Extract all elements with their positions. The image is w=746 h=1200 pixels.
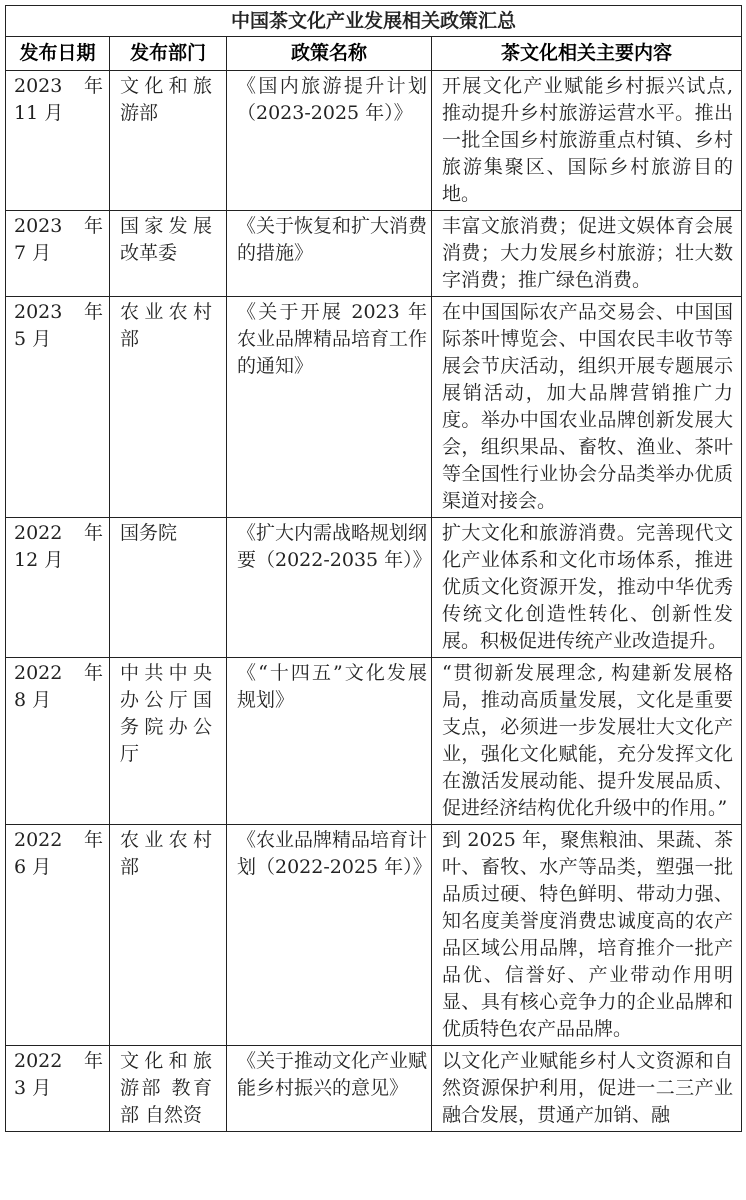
table-header-row <box>6 37 742 71</box>
cell-department: 国家发展改革委 <box>110 211 227 297</box>
cell-content: 以文化产业赋能乡村人文资源和自然资源保护利用，促进一二三产业融合发展，贯通产加销、融 <box>432 1046 742 1132</box>
cell-content: 丰富文旅消费；促进文娱体育会展消费；大力发展乡村旅游；壮大数字消费；推广绿色消费。 <box>432 211 742 297</box>
header-date: 发布日期 <box>6 37 110 71</box>
cell-date: 2023 年 5 月 <box>6 297 110 518</box>
cell-policy: 《“十四五”文化发展规划》 <box>227 658 432 825</box>
cell-policy: 《国内旅游提升计划（2023-2025 年）》 <box>227 71 432 211</box>
cell-policy: 《农业品牌精品培育计划（2022-2025 年）》 <box>227 825 432 1046</box>
table-row <box>6 297 742 518</box>
cell-content: 在中国国际农产品交易会、中国国际茶叶博览会、中国农民丰收节等展会节庆活动，组织开展专题展示展销活动，加大品牌营销推广力度。举办中国农业品牌创新发展大会，组织果品、畜牧、渔业、茶叶等全国性行业协会分品类举办优质渠道对接会。 <box>432 297 742 518</box>
table-title-row <box>6 6 742 37</box>
cell-date: 2023 年 7 月 <box>6 211 110 297</box>
cell-department: 文化和旅游部 <box>110 71 227 211</box>
table-row <box>6 518 742 658</box>
cell-policy: 《关于开展 2023 年农业品牌精品培育工作的通知》 <box>227 297 432 518</box>
table-title: 中国茶文化产业发展相关政策汇总 <box>6 6 742 37</box>
cell-department: 国务院 <box>110 518 227 658</box>
table-row <box>6 1046 742 1132</box>
table-row <box>6 71 742 211</box>
policy-table-container <box>5 5 741 1132</box>
cell-content: “贯彻新发展理念, 构建新发展格局，推动高质量发展，文化是重要支点，必须进一步发展壮大文化产业，强化文化赋能，充分发挥文化在激活发展动能、提升发展品质、促进经济结构优化升级中的作用。” <box>432 658 742 825</box>
table-row <box>6 211 742 297</box>
cell-date: 2022 年 6 月 <box>6 825 110 1046</box>
cell-date: 2022 年 8 月 <box>6 658 110 825</box>
cell-policy: 《关于推动文化产业赋能乡村振兴的意见》 <box>227 1046 432 1132</box>
cell-date: 2022 年 3 月 <box>6 1046 110 1132</box>
header-content: 茶文化相关主要内容 <box>432 37 742 71</box>
policy-table <box>5 5 742 1132</box>
cell-policy: 《关于恢复和扩大消费的措施》 <box>227 211 432 297</box>
header-department: 发布部门 <box>110 37 227 71</box>
cell-policy: 《扩大内需战略规划纲要（2022-2035 年）》 <box>227 518 432 658</box>
cell-department: 农业农村部 <box>110 297 227 518</box>
cell-department: 文化和旅游部 教育部 自然资 <box>110 1046 227 1132</box>
cell-date: 2022 年 12 月 <box>6 518 110 658</box>
cell-department: 中共中央办公厅国务院办公厅 <box>110 658 227 825</box>
table-row <box>6 825 742 1046</box>
cell-content: 扩大文化和旅游消费。完善现代文化产业体系和文化市场体系，推进优质文化资源开发，推动中华优秀传统文化创造性转化、创新性发展。积极促进传统产业改造提升。 <box>432 518 742 658</box>
cell-department: 农业农村部 <box>110 825 227 1046</box>
table-row <box>6 658 742 825</box>
cell-date: 2023 年 11 月 <box>6 71 110 211</box>
header-policy: 政策名称 <box>227 37 432 71</box>
cell-content: 开展文化产业赋能乡村振兴试点, 推动提升乡村旅游运营水平。推出一批全国乡村旅游重点村镇、乡村旅游集聚区、国际乡村旅游目的地。 <box>432 71 742 211</box>
cell-content: 到 2025 年，聚焦粮油、果蔬、茶叶、畜牧、水产等品类，塑强一批品质过硬、特色鲜明、带动力强、知名度美誉度消费忠诚度高的农产品区域公用品牌，培育推介一批产品优、信誉好、产业带动作用明显、具有核心竞争力的企业品牌和优质特色农产品品牌。 <box>432 825 742 1046</box>
